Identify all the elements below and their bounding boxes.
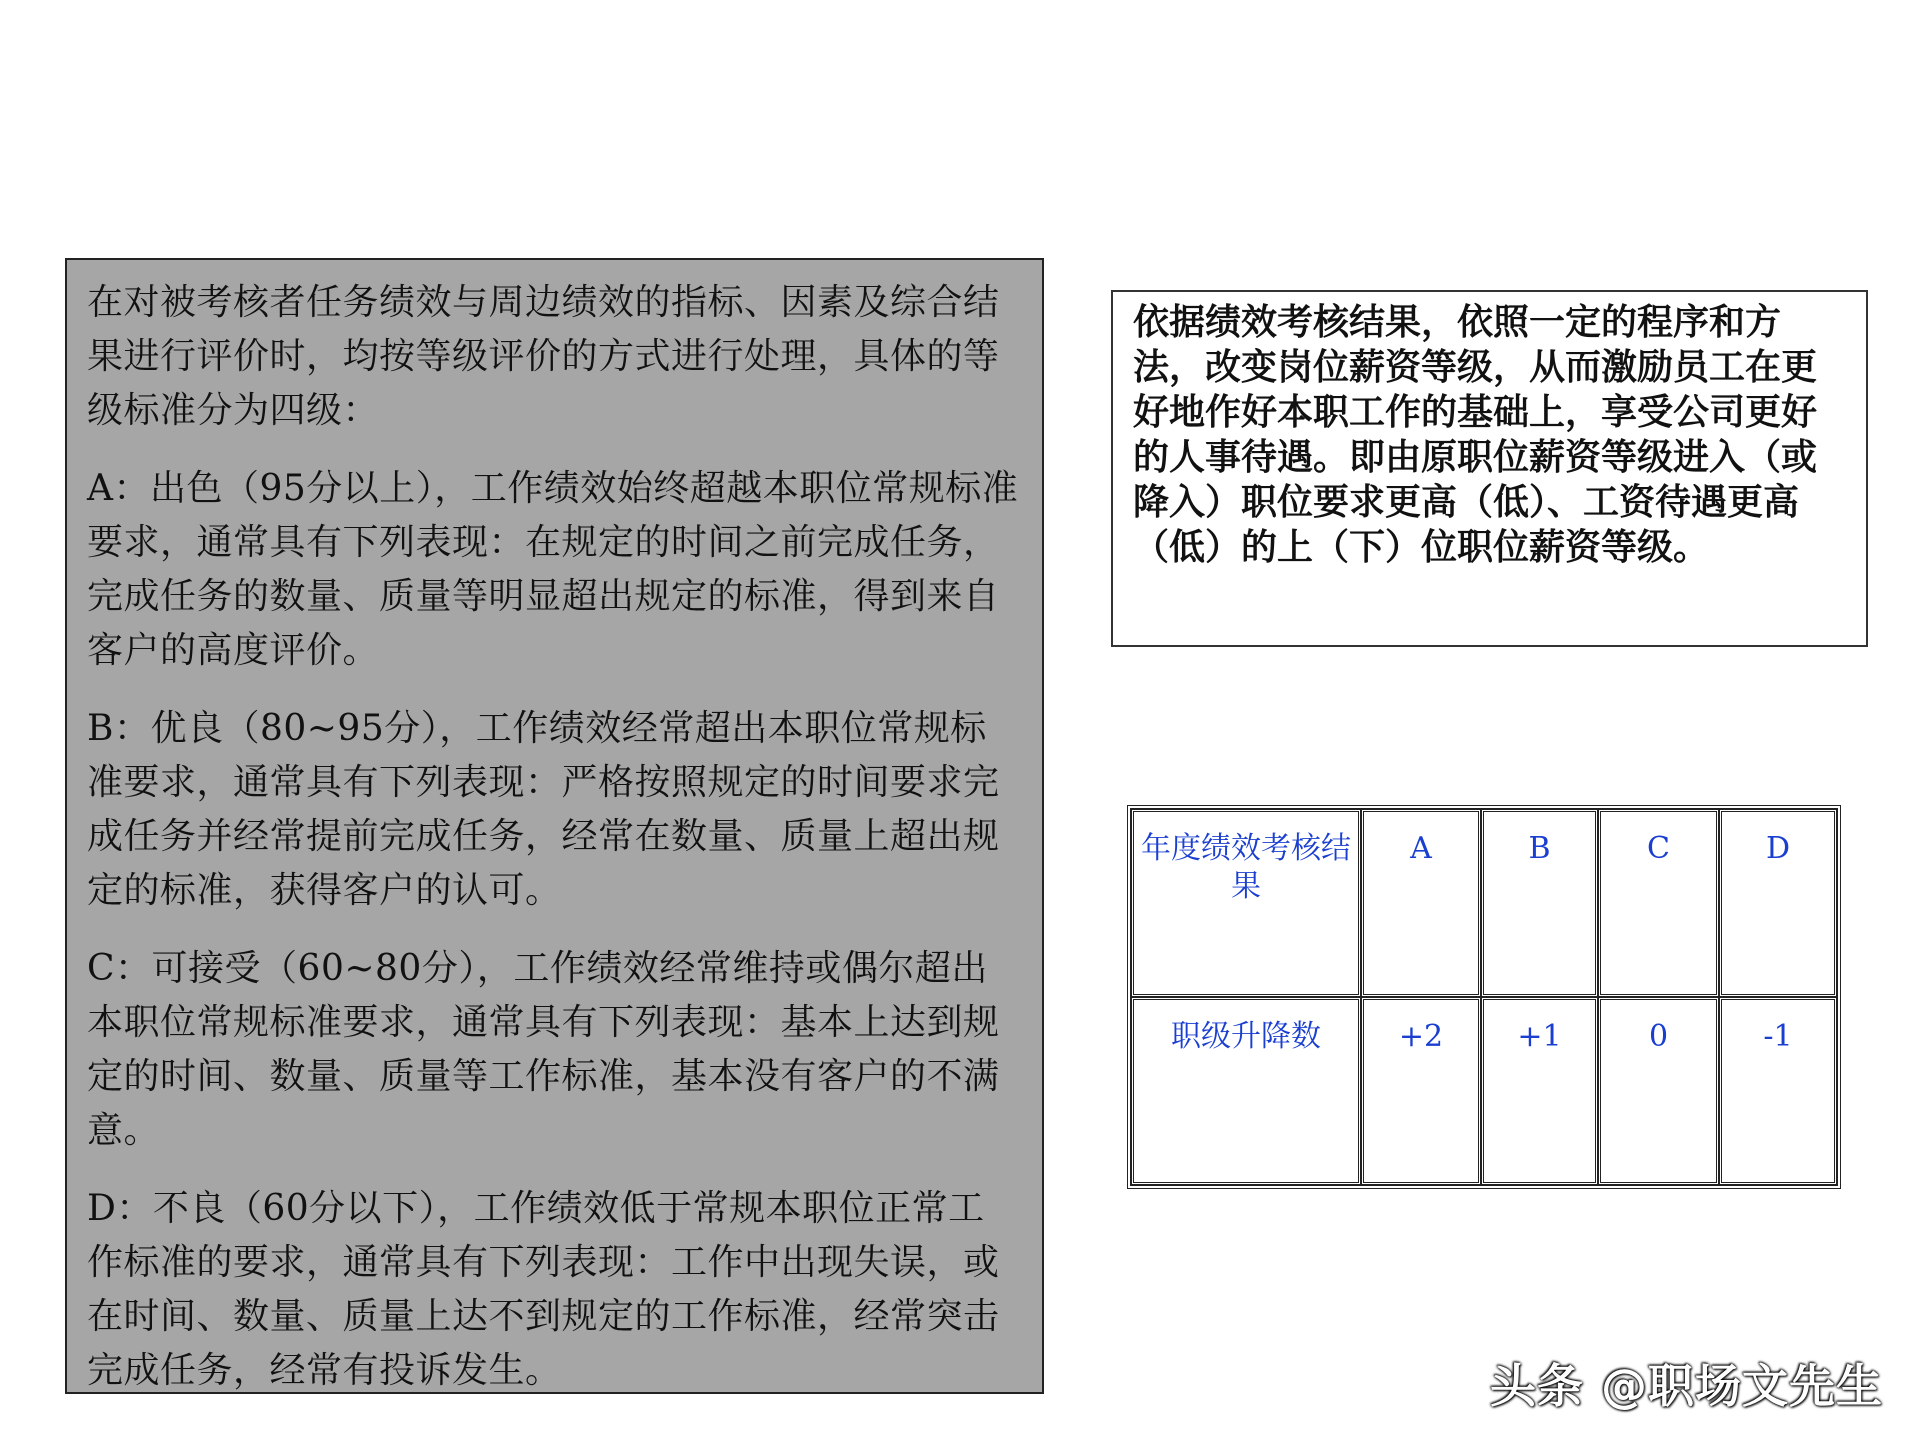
header-cell-result: 年度绩效考核结果: [1131, 809, 1361, 997]
value-cell-a: +2: [1361, 997, 1481, 1185]
grade-b-paragraph: B：优良（80~95分），工作绩效经常超出本职位常规标准要求，通常具有下列表现：严格按照规定的时间要求完成任务并经常提前完成任务，经常在数量、质量上超出规定的标准，获得客户的认可。: [87, 708, 1000, 911]
grade-standards-panel: [65, 258, 1044, 1394]
grade-a-paragraph: A：出色（95分以上），工作绩效始终超越本职位常规标准要求，通常具有下列表现：在规定的时间之前完成任务，完成任务的数量、质量等明显超出规定的标准，得到来自客户的高度评价。: [87, 468, 1019, 671]
grade-level-table: [1127, 805, 1841, 1189]
header-cell-c: C: [1598, 809, 1719, 997]
header-cell-b: B: [1481, 809, 1598, 997]
value-cell-b: +1: [1481, 997, 1598, 1185]
intro-paragraph: 在对被考核者任务绩效与周边绩效的指标、因素及综合结果进行评价时，均按等级评价的方式进行处理，具体的等级标准分为四级：: [87, 282, 1000, 431]
salary-adjustment-text: 依据绩效考核结果，依照一定的程序和方法，改变岗位薪资等级，从而激励员工在更好地作好本职工作的基础上，享受公司更好的人事待遇。即由原职位薪资等级进入（或降入）职位要求更高（低）、工资待遇更高（低）的上（下）位职位薪资等级。: [1133, 301, 1818, 568]
header-cell-d: D: [1719, 809, 1837, 997]
value-cell-c: 0: [1598, 997, 1719, 1185]
table-row: [1131, 997, 1837, 1185]
row-label-cell: 职级升降数: [1131, 997, 1361, 1185]
salary-adjustment-panel: [1111, 290, 1868, 647]
table-header-row: [1131, 809, 1837, 997]
header-cell-a: A: [1361, 809, 1481, 997]
grade-d-paragraph: D：不良（60分以下），工作绩效低于常规本职位正常工作标准的要求，通常具有下列表现：工作中出现失误，或在时间、数量、质量上达不到规定的工作标准，经常突击完成任务，经常有投诉发生。: [87, 1188, 1000, 1391]
grade-c-paragraph: C：可接受（60~80分），工作绩效经常维持或偶尔超出本职位常规标准要求，通常具有下列表现：基本上达到规定的时间、数量、质量等工作标准，基本没有客户的不满意。: [87, 948, 1000, 1151]
watermark: 头条 @职场文先生: [1490, 1359, 1884, 1413]
value-cell-d: -1: [1719, 997, 1837, 1185]
